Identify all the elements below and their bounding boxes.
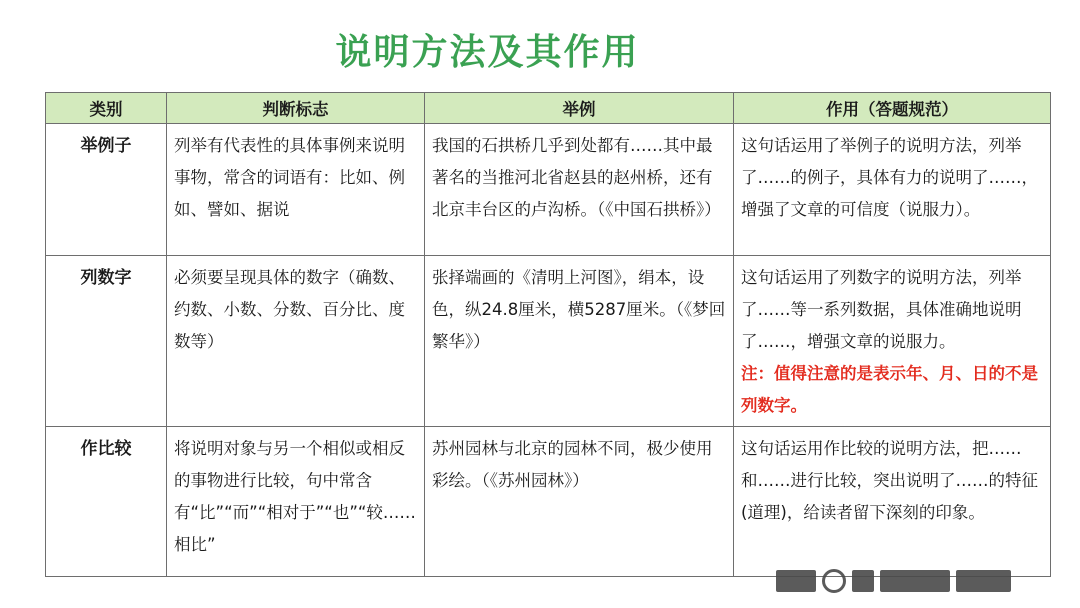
watermark-circle-icon (822, 569, 846, 593)
row-effect (734, 427, 1051, 577)
table-header-row (46, 93, 1051, 124)
effect-note: 注：值得注意的是表示年、月、日的不是列数字。 (741, 364, 1038, 415)
row-effect (734, 256, 1051, 427)
methods-table (45, 92, 1051, 577)
header-effect: 作用（答题规范） (734, 93, 1051, 124)
table-row (46, 124, 1051, 256)
table-row (46, 427, 1051, 577)
header-sign: 判断标志 (167, 93, 425, 124)
row-category: 举例子 (46, 124, 167, 256)
watermark-mark (776, 570, 816, 592)
effect-text: 这句话运用了列数字的说明方法，列举了……等一系列数据，具体准确地说明了……，增强文章的说服力。 (741, 268, 1022, 351)
watermark-mark (852, 570, 874, 592)
row-sign: 必须要呈现具体的数字（确数、约数、小数、分数、百分比、度数等） (167, 256, 425, 427)
page-title: 说明方法及其作用 (335, 32, 640, 73)
table-row (46, 256, 1051, 427)
row-category: 列数字 (46, 256, 167, 427)
row-effect (734, 124, 1051, 256)
effect-text: 这句话运用作比较的说明方法，把……和……进行比较，突出说明了……的特征(道理)，给读者留下深刻的印象。 (741, 439, 1038, 522)
watermark-mark (956, 570, 1011, 592)
watermark (776, 564, 1066, 598)
row-category: 作比较 (46, 427, 167, 577)
watermark-mark (880, 570, 950, 592)
header-category: 类别 (46, 93, 167, 124)
row-example: 我国的石拱桥几乎到处都有……其中最著名的当推河北省赵县的赵州桥，还有北京丰台区的卢沟桥。（《中国石拱桥》） (425, 124, 734, 256)
row-sign: 将说明对象与另一个相似或相反的事物进行比较，句中常含有“比”“而”“相对于”“也”“较……相比” (167, 427, 425, 577)
row-example: 苏州园林与北京的园林不同，极少使用彩绘。（《苏州园林》） (425, 427, 734, 577)
row-example: 张择端画的《清明上河图》，绢本，设色，纵24.8厘米，横5287厘米。（《梦回繁华》） (425, 256, 734, 427)
header-example: 举例 (425, 93, 734, 124)
effect-text: 这句话运用了举例子的说明方法，列举了……的例子，具体有力的说明了……，增强了文章的可信度（说服力）。 (741, 136, 1038, 219)
row-sign: 列举有代表性的具体事例来说明事物，常含的词语有：比如、例如、譬如、据说 (167, 124, 425, 256)
